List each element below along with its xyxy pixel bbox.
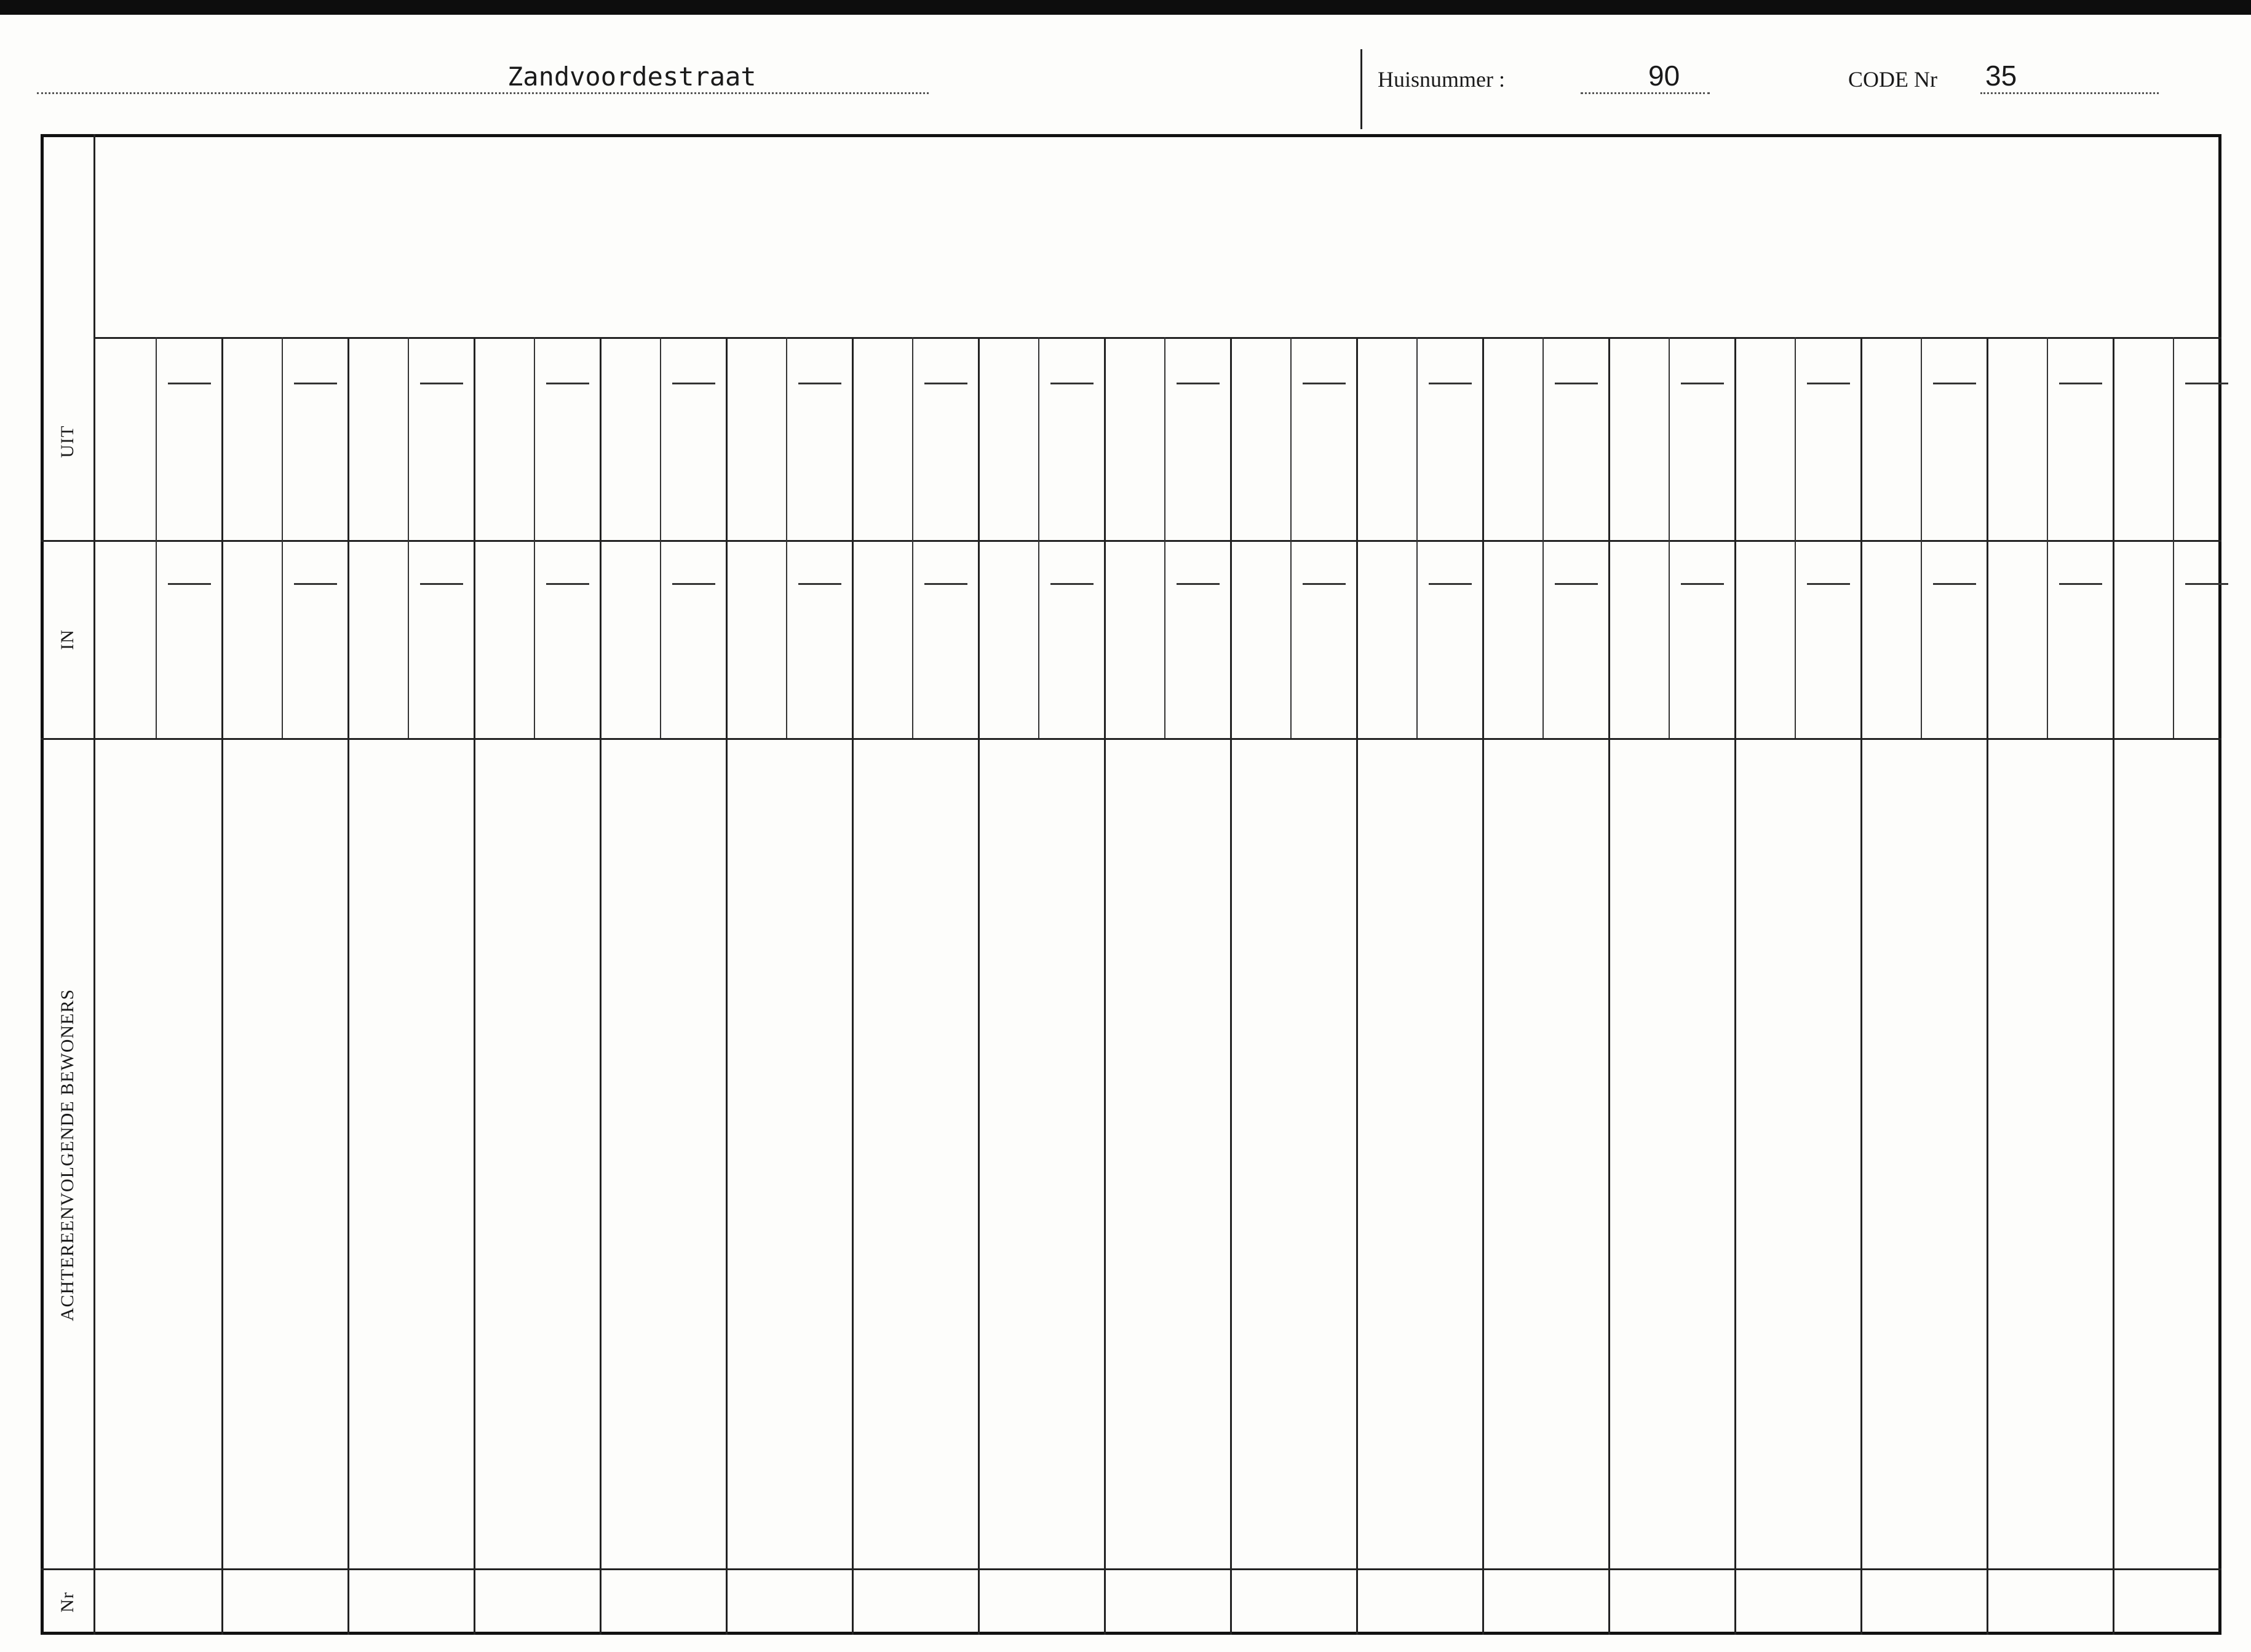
strip-separator — [1860, 337, 1862, 1635]
uit-blank-dash — [2185, 383, 2228, 384]
strip-separator — [726, 337, 728, 1635]
uit-blank-dash — [1050, 383, 1094, 384]
cell-inner-separator — [1038, 337, 1039, 738]
strip-separator — [1734, 337, 1736, 1635]
strip-separator — [978, 337, 980, 1635]
cell-inner-separator — [2173, 337, 2174, 738]
strip-separator — [347, 337, 349, 1635]
code-value: 35 — [1985, 60, 2017, 92]
in-blank-dash — [672, 583, 715, 585]
strip-separator — [852, 337, 854, 1635]
in-blank-dash — [2185, 583, 2228, 585]
uit-blank-dash — [1807, 383, 1850, 384]
uit-blank-dash — [1429, 383, 1472, 384]
in-blank-dash — [924, 583, 967, 585]
in-blank-dash — [168, 583, 211, 585]
uit-blank-dash — [546, 383, 589, 384]
cell-inner-separator — [1416, 337, 1418, 738]
cell-inner-separator — [1921, 337, 1922, 738]
street-underline — [37, 92, 929, 94]
in-blank-dash — [420, 583, 463, 585]
in-blank-dash — [1050, 583, 1094, 585]
cell-inner-separator — [2047, 337, 2048, 738]
uit-top-separator — [93, 337, 2221, 339]
uit-blank-dash — [1681, 383, 1724, 384]
in-blank-dash — [1681, 583, 1724, 585]
in-blank-dash — [1177, 583, 1220, 585]
strip-separator — [1608, 337, 1610, 1635]
strip-separator — [1104, 337, 1106, 1635]
strip-separator — [221, 337, 223, 1635]
street-name: Zandvoordestraat — [507, 62, 756, 92]
cell-inner-separator — [1795, 337, 1796, 738]
in-blank-dash — [546, 583, 589, 585]
cell-inner-separator — [786, 337, 787, 738]
in-blank-dash — [2059, 583, 2102, 585]
in-blank-dash — [1429, 583, 1472, 585]
strip-separator — [474, 337, 475, 1635]
register-frame — [41, 134, 2221, 1635]
cell-inner-separator — [1290, 337, 1292, 738]
uit-blank-dash — [1303, 383, 1346, 384]
residents-in-separator — [41, 738, 2221, 740]
in-blank-dash — [294, 583, 337, 585]
cell-inner-separator — [1542, 337, 1544, 738]
in-blank-dash — [1807, 583, 1850, 585]
strip-separator — [2113, 337, 2114, 1635]
uit-blank-dash — [2059, 383, 2102, 384]
uit-blank-dash — [924, 383, 967, 384]
strip-separator — [1482, 337, 1484, 1635]
uit-blank-dash — [672, 383, 715, 384]
nr-row-separator — [41, 1568, 2221, 1570]
code-label: CODE Nr — [1848, 67, 1937, 92]
uit-blank-dash — [294, 383, 337, 384]
in-blank-dash — [1303, 583, 1346, 585]
strip-separator — [1230, 337, 1232, 1635]
house-number-underline — [1581, 92, 1710, 94]
strip-separator — [600, 337, 601, 1635]
header-column-separator — [93, 134, 95, 1635]
uit-blank-dash — [1555, 383, 1598, 384]
strip-separator — [1987, 337, 1988, 1635]
column-header-residents: ACHTEREENVOLGENDE BEWONERS — [57, 988, 77, 1322]
cell-inner-separator — [660, 337, 661, 738]
column-header-nr: Nr — [57, 1592, 77, 1613]
cell-inner-separator — [1164, 337, 1165, 738]
cell-inner-separator — [1669, 337, 1670, 738]
column-header-in: IN — [57, 629, 77, 650]
cell-inner-separator — [912, 337, 913, 738]
in-blank-dash — [798, 583, 841, 585]
header-divider — [1360, 49, 1362, 129]
in-uit-separator — [41, 540, 2221, 542]
house-number-value: 90 — [1648, 60, 1680, 92]
uit-blank-dash — [1177, 383, 1220, 384]
in-blank-dash — [1933, 583, 1976, 585]
uit-blank-dash — [798, 383, 841, 384]
house-number-label: Huisnummer : — [1378, 67, 1505, 92]
top-edge-bar — [0, 0, 2251, 15]
cell-inner-separator — [534, 337, 535, 738]
strip-separator — [1356, 337, 1358, 1635]
uit-blank-dash — [420, 383, 463, 384]
cell-inner-separator — [156, 337, 157, 738]
uit-blank-dash — [168, 383, 211, 384]
cell-inner-separator — [282, 337, 283, 738]
code-underline — [1980, 92, 2159, 94]
uit-blank-dash — [1933, 383, 1976, 384]
column-header-uit: UIT — [57, 425, 77, 458]
in-blank-dash — [1555, 583, 1598, 585]
cell-inner-separator — [408, 337, 409, 738]
